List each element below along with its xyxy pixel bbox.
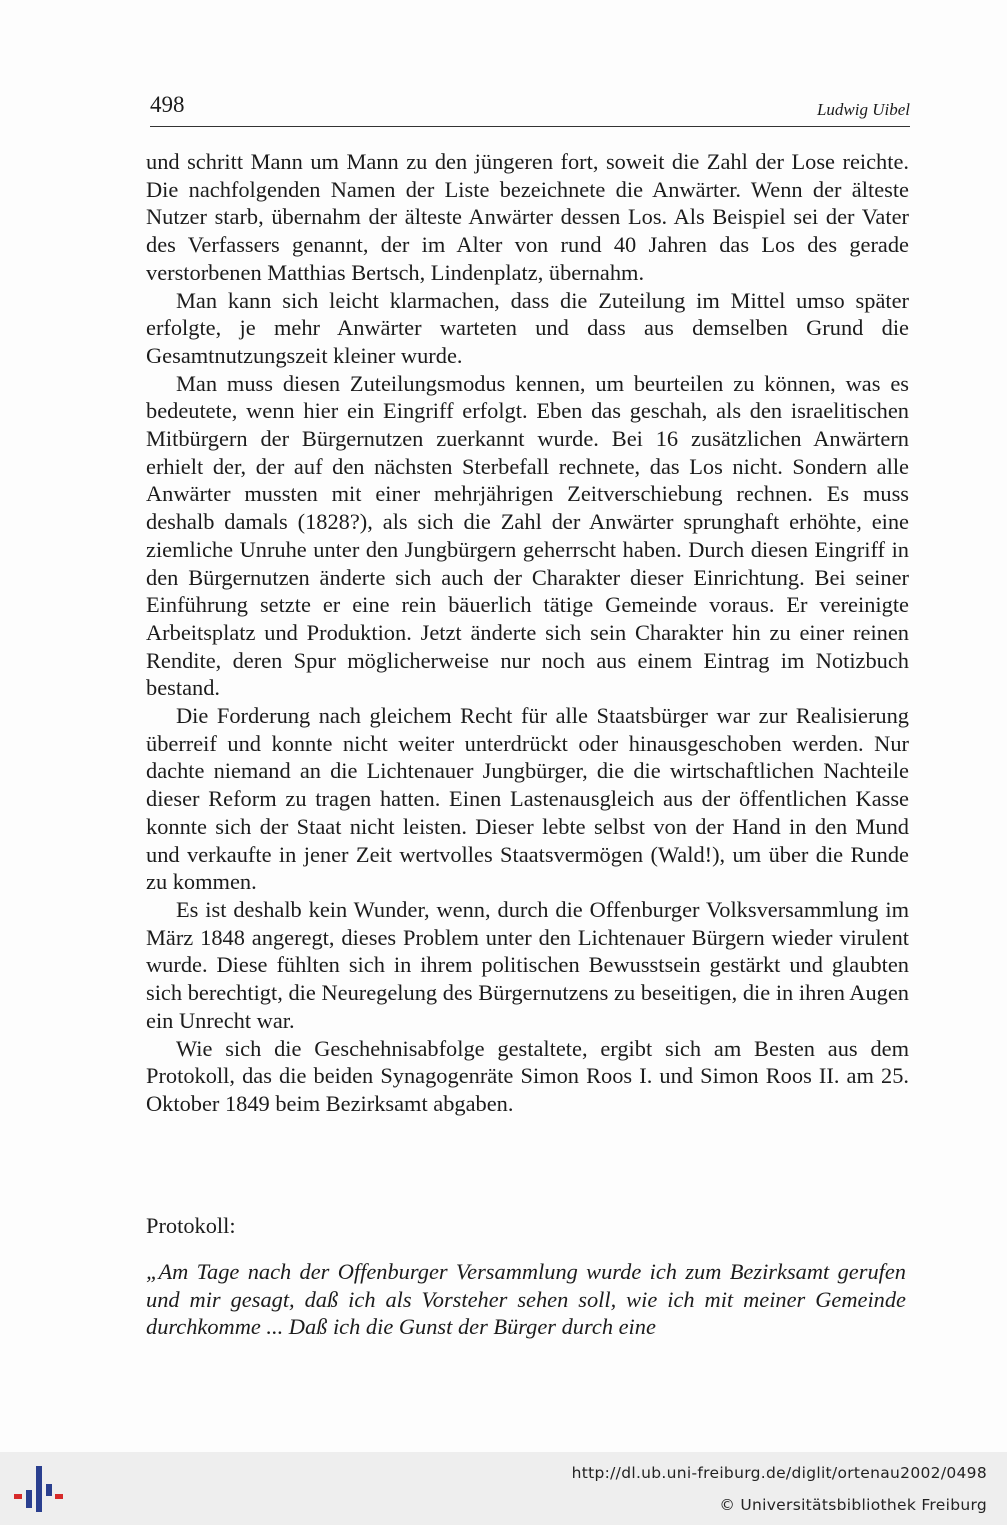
paragraph: Es ist deshalb kein Wunder, wenn, durch die Offenburger Volksversammlung im März 1848 angeregt, dieses Problem unter den Lichtenauer Bürgern wieder virulent wurde. Diese fühlten sich in ihrem politischen Bewusstsein gestärkt und glaubten sich berechtigt, die Neuregelung des Bürgernutzens zu beseitigen, die in ihren Augen ein Unrecht war.: [146, 896, 909, 1033]
body-text: [146, 148, 909, 1118]
viewer-footer: [0, 1452, 1007, 1525]
running-head-author: Ludwig Uibel: [816, 100, 910, 119]
protocol-quote: „Am Tage nach der Offenburger Versammlung wurde ich zum Bezirksamt gerufen und mir gesagt, daß ich als Vorsteher sehen soll, wie ich mit meiner Gemeinde durchkomme ... Daß ich die Gunst der Bürger durch eine: [146, 1259, 906, 1340]
protocol-label: Protokoll:: [146, 1213, 236, 1238]
page-number: 498: [150, 92, 185, 117]
paragraph: Man kann sich leicht klarmachen, dass die Zuteilung im Mittel umso später erfolgte, je mehr Anwärter warteten und dass aus demselben Grund die Gesamtnutzungszeit kleiner wurde.: [146, 287, 909, 368]
paragraph: Die Forderung nach gleichem Recht für alle Staatsbürger war zur Realisierung überreif und konnte nicht weiter unterdrückt oder hinausgeschoben werden. Nur dachte niemand an die Lichtenauer Jungbürger, die die wirtschaftlichen Nachteile dieser Reform zu tragen hatten. Einen Lastenausgleich aus der öffentlichen Kasse konnte sich der Staat nicht leisten. Dieser lebte selbst von der Hand in den Mund und verkaufte in jener Zeit wertvolles Staatsvermögen (Wald!), um über die Runde zu kommen.: [146, 703, 909, 895]
page-header: [150, 90, 910, 127]
ub-freiburg-logo-icon: [14, 1466, 64, 1514]
permalink-url[interactable]: http://dl.ub.uni-freiburg.de/diglit/ortenau2002/0498: [571, 1464, 987, 1482]
paragraph: und schritt Mann um Mann zu den jüngeren fort, soweit die Zahl der Lose reichte. Die nachfolgenden Namen der Liste bezeichnete die Anwärter. Wenn der älteste Nutzer starb, übernahm der älteste Anwärter dessen Los. Als Beispiel sei der Vater des Verfassers genannt, der im Alter von rund 40 Jahren das Los des gerade verstorbenen Matthias Bertsch, Lindenplatz, übernahm.: [146, 149, 909, 285]
paragraph: Wie sich die Geschehnisabfolge gestaltete, ergibt sich am Besten aus dem Protokoll, das die beiden Synagogenräte Simon Roos I. und Simon Roos II. am 25. Oktober 1849 beim Bezirksamt abgaben.: [146, 1035, 909, 1116]
paragraph: Man muss diesen Zuteilungsmodus kennen, um beurteilen zu können, was es bedeutete, wenn hier ein Eingriff erfolgt. Eben das geschah, als den israelitischen Mitbürgern der Bürgernutzen zuerkannt wurde. Bei 16 zusätzlichen Anwärtern erhielt der, der auf den nächsten Sterbefall rechnete, das Los nicht. Sondern alle Anwärter mussten mit einer mehrjährigen Zeitverschiebung rechnen. Es muss deshalb damals (1828?), als sich die Zahl der Anwärter sprunghaft erhöhte, eine ziemliche Unruhe unter den Jungbürgern geherrscht haben. Durch diesen Eingriff in den Bürgernutzen änderte sich auch der Charakter dieser Einrichtung. Bei seiner Einführung setzte er eine rein bäuerlich tätige Gemeinde voraus. Er vereinigte Arbeitsplatz und Produktion. Jetzt änderte sich sein Charakter hin zu einer reinen Rendite, deren Spur möglicherweise nur noch aus einem Eintrag im Notizbuch bestand.: [146, 370, 909, 701]
copyright-notice: © Universitätsbibliothek Freiburg: [719, 1496, 987, 1514]
